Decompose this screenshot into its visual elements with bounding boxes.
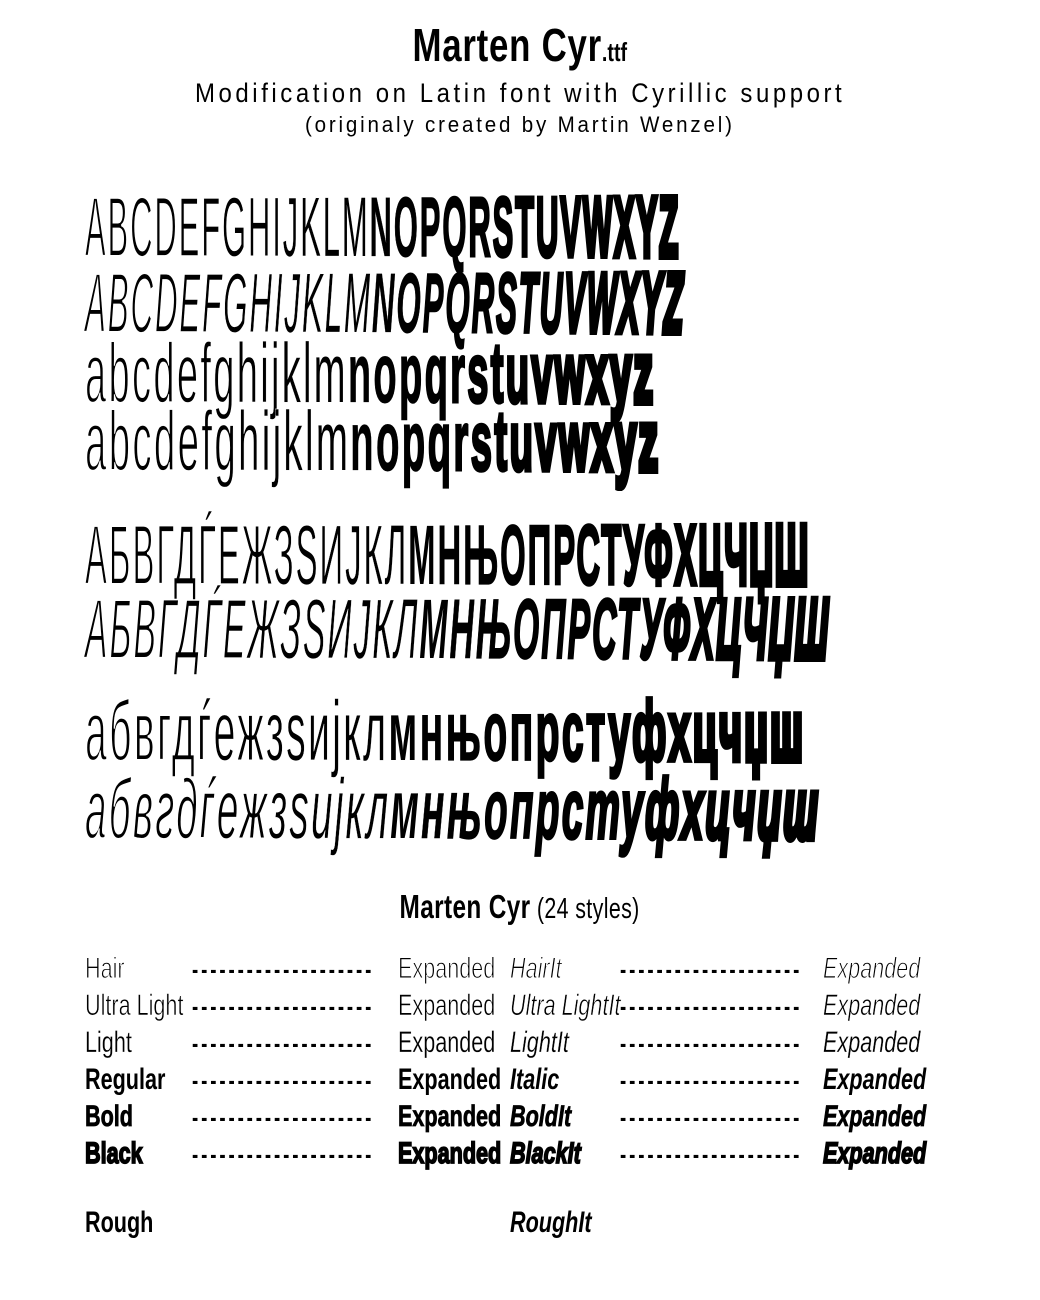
style-expanded-label: Expanded — [398, 952, 496, 985]
style-dashes: -------------------- — [192, 991, 375, 1021]
subtitle-row — [0, 78, 1040, 109]
style-row-rough — [0, 1206, 1040, 1243]
style-expanded-label: Expanded — [823, 1026, 921, 1059]
style-expanded-label: Expanded — [398, 1100, 502, 1133]
style-dashes: -------------------- — [620, 1028, 803, 1058]
style-name: Hair — [85, 952, 125, 985]
latin-uppercase-alphabet: ABCDEFGHIJKLMNOPQRSTUVWXYZ — [85, 180, 680, 274]
cyrillic-lowercase-alphabet: абвгдѓежзѕијклмнњопрстуфхцчџш — [85, 684, 806, 778]
style-expanded-label: Expanded — [823, 1100, 927, 1133]
style-name: Light — [85, 1026, 132, 1059]
style-expanded-label: Expanded — [398, 989, 496, 1022]
style-dashes: -------------------- — [620, 1102, 803, 1132]
page-title-extension: .ttf — [602, 37, 628, 67]
style-expanded-label: Expanded — [398, 1063, 502, 1096]
rough-italic-style-name: RoughIt — [510, 1206, 592, 1239]
italic-style-name: LightIt — [510, 1026, 569, 1059]
cyrillic-uppercase-italic-row — [85, 582, 1040, 676]
style-row-hair — [0, 952, 1040, 989]
style-name: Black — [85, 1137, 143, 1170]
style-expanded-label: Expanded — [398, 1137, 502, 1170]
style-row-black — [0, 1137, 1040, 1174]
cyrillic-uppercase-alphabet: АБВГДЃЕЖЗЅИЈКЛМНЊОПРСТУФХЦЧЏШ — [85, 508, 811, 602]
latin-lowercase-alphabet: abcdefghijklmnopqrstuvwxyz — [85, 326, 656, 420]
cyrillic-lowercase-italic-row — [85, 762, 1040, 856]
style-name: Bold — [85, 1100, 133, 1133]
style-expanded-label: Expanded — [398, 1026, 496, 1059]
style-dashes: -------------------- — [192, 954, 375, 984]
credit-line: (originaly created by Martin Wenzel) — [305, 112, 735, 137]
style-row-ultra-light — [0, 989, 1040, 1026]
style-expanded-label: Expanded — [823, 1137, 927, 1170]
latin-lowercase-alt-alphabet: abcdefghijklmnopqrstuvwxyz — [85, 394, 661, 488]
latin-uppercase-italic-alphabet: ABCDEFGHIJKLMNOPQRSTUVWXYZ — [85, 256, 685, 350]
rough-style-name: Rough — [85, 1206, 154, 1239]
latin-lowercase-alt-row — [85, 394, 1040, 488]
style-expanded-label: Expanded — [823, 952, 921, 985]
styles-heading-row — [0, 888, 1040, 926]
styles-heading-name: Marten Cyr — [399, 888, 531, 925]
style-dashes: -------------------- — [620, 954, 803, 984]
style-expanded-label: Expanded — [823, 1063, 927, 1096]
style-dashes: -------------------- — [192, 1065, 375, 1095]
page-title — [413, 18, 628, 72]
title-row — [0, 18, 1040, 72]
cyrillic-lowercase-row — [85, 684, 1040, 778]
style-name: Ultra Light — [85, 989, 184, 1022]
cyrillic-lowercase-italic-alphabet: абвгдѓежзѕијклмнњопрстуфхцчџш — [85, 762, 821, 856]
cyrillic-uppercase-italic-alphabet: АБВГДЃЕЖЗЅИЈКЛМНЊОПРСТУФХЦЧЏШ — [85, 582, 831, 676]
styles-count: (24 styles) — [530, 893, 641, 925]
credit-row — [0, 112, 1040, 138]
style-dashes: -------------------- — [192, 1102, 375, 1132]
page-title-text: Marten Cyr — [412, 19, 603, 71]
style-dashes: -------------------- — [192, 1028, 375, 1058]
style-dashes: -------------------- — [620, 1139, 803, 1169]
italic-style-name: Ultra LightIt — [510, 989, 621, 1022]
style-row-light — [0, 1026, 1040, 1063]
style-dashes: -------------------- — [620, 1065, 803, 1095]
subtitle: Modification on Latin font with Cyrillic support — [194, 78, 846, 108]
style-expanded-label: Expanded — [823, 989, 921, 1022]
style-dashes: -------------------- — [620, 991, 803, 1021]
italic-style-name: Italic — [510, 1063, 560, 1096]
italic-style-name: BlackIt — [510, 1137, 581, 1170]
style-row-regular — [0, 1063, 1040, 1100]
italic-style-name: BoldIt — [510, 1100, 572, 1133]
styles-heading — [400, 888, 640, 926]
style-name: Regular — [85, 1063, 166, 1096]
italic-style-name: HairIt — [510, 952, 562, 985]
style-row-bold — [0, 1100, 1040, 1137]
style-dashes: -------------------- — [192, 1139, 375, 1169]
